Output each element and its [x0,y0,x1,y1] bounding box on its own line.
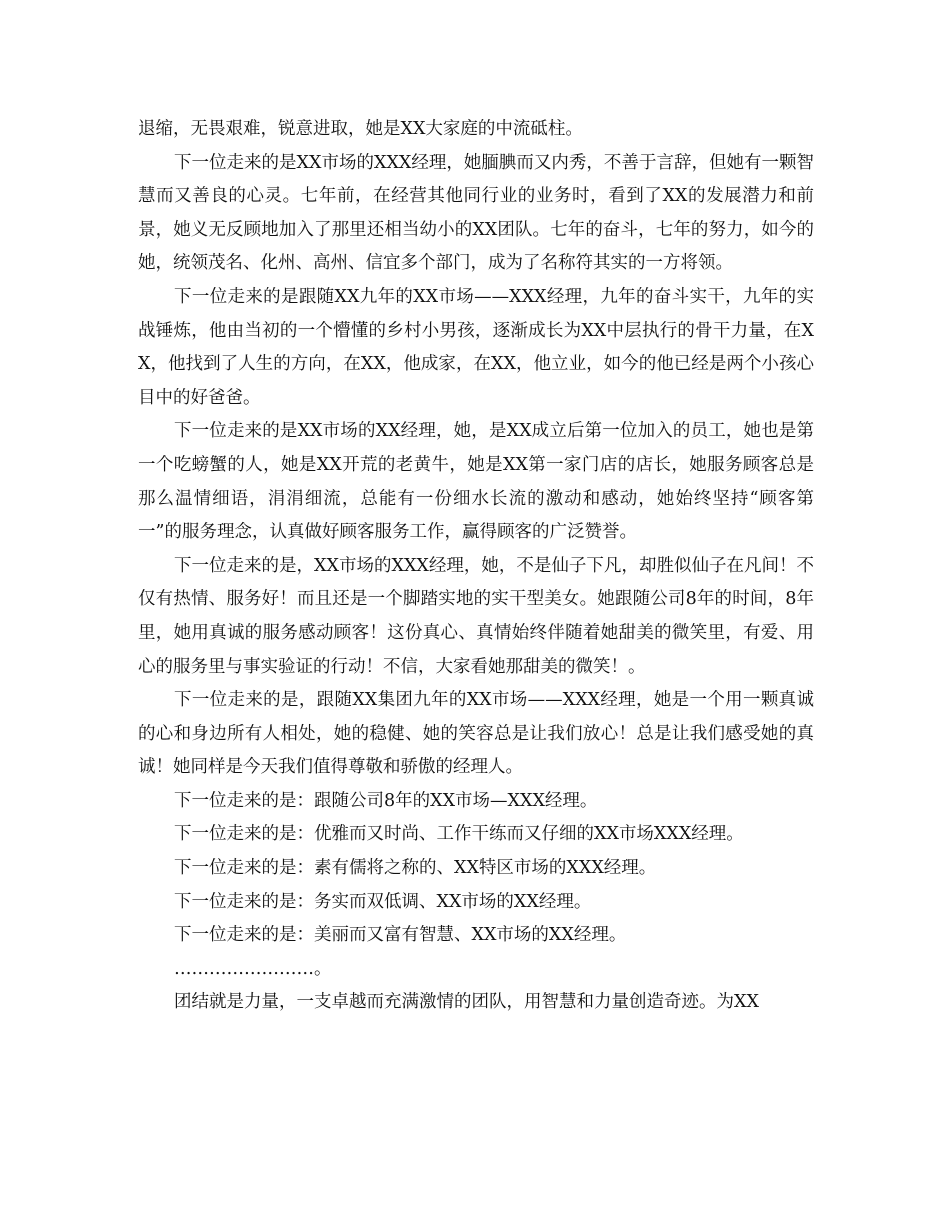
document-body [138,113,814,1020]
paragraph-manager-6: 下一位走来的是：跟随公司8年的XX市场—XXX经理。 [174,790,598,811]
paragraph-ellipsis: ……………………。 [174,958,332,979]
paragraph-manager-5: 下一位走来的是，跟随XX集团九年的XX市场——XXX经理，她是一个用一颗真诚的心和身边所有人相处，她的稳健、她的笑容总是让我们放心！总是让我们感受她的真诚！她同样是今天我们值得尊敬和骄傲的经理人。 [138,690,814,778]
paragraph-manager-9: 下一位走来的是：务实而双低调、XX市场的XX经理。 [174,891,592,912]
paragraph-manager-3: 下一位走来的是XX市场的XX经理，她，是XX成立后第一位加入的员工，她也是第一个吃螃蟹的人，她是XX开荒的老黄牛，她是XX第一家门店的店长，她服务顾客总是那么温情细语，涓涓细流，总能有一份细水长流的激动和感动，她始终坚持“顾客第一”的服务理念，认真做好顾客服务工作，赢得顾客的广泛赞誉。 [138,421,814,543]
paragraph-manager-4: 下一位走来的是，XX市场的XXX经理，她，不是仙子下凡，却胜似仙子在凡间！不仅有热情、服务好！而且还是一个脚踏实地的实干型美女。她跟随公司8年的时间，8年里，她用真诚的服务感动顾客！这份真心、真情始终伴随着她甜美的微笑里，有爱、用心的服务里与事实验证的行动！不信，大家看她那甜美的微笑！。 [138,555,814,677]
paragraph-continuation: 退缩，无畏艰难，锐意进取，她是XX大家庭的中流砥柱。 [138,119,583,139]
paragraph-manager-8: 下一位走来的是：素有儒将之称的、XX特区市场的XXX经理。 [174,858,657,879]
paragraph-manager-1: 下一位走来的是XX市场的XXX经理，她腼腆而又内秀，不善于言辞，但她有一颗智慧而又善良的心灵。七年前，在经营其他同行业的业务时，看到了XX的发展潜力和前景，她义无反顾地加入了那里还相当幼小的XX团队。七年的奋斗，七年的努力，如今的她，统领茂名、化州、高州、信宜多个部门，成为了名称符其实的一方将领。 [138,152,814,274]
paragraph-closing: 团结就是力量，一支卓越而充满激情的团队，用智慧和力量创造奇迹。为XX [174,992,759,1013]
paragraph-manager-10: 下一位走来的是：美丽而又富有智慧、XX市场的XX经理。 [174,925,627,946]
paragraph-manager-2: 下一位走来的是跟随XX九年的XX市场——XXX经理，九年的奋斗实干，九年的实战锤炼，他由当初的一个懵懂的乡村小男孩，逐渐成长为XX中层执行的骨干力量，在XX，他找到了人生的方向，在XX，他成家，在XX，他立业，如今的他已经是两个小孩心目中的好爸爸。 [138,286,814,408]
paragraph-manager-7: 下一位走来的是：优雅而又时尚、工作干练而又仔细的XX市场XXX经理。 [174,824,744,845]
